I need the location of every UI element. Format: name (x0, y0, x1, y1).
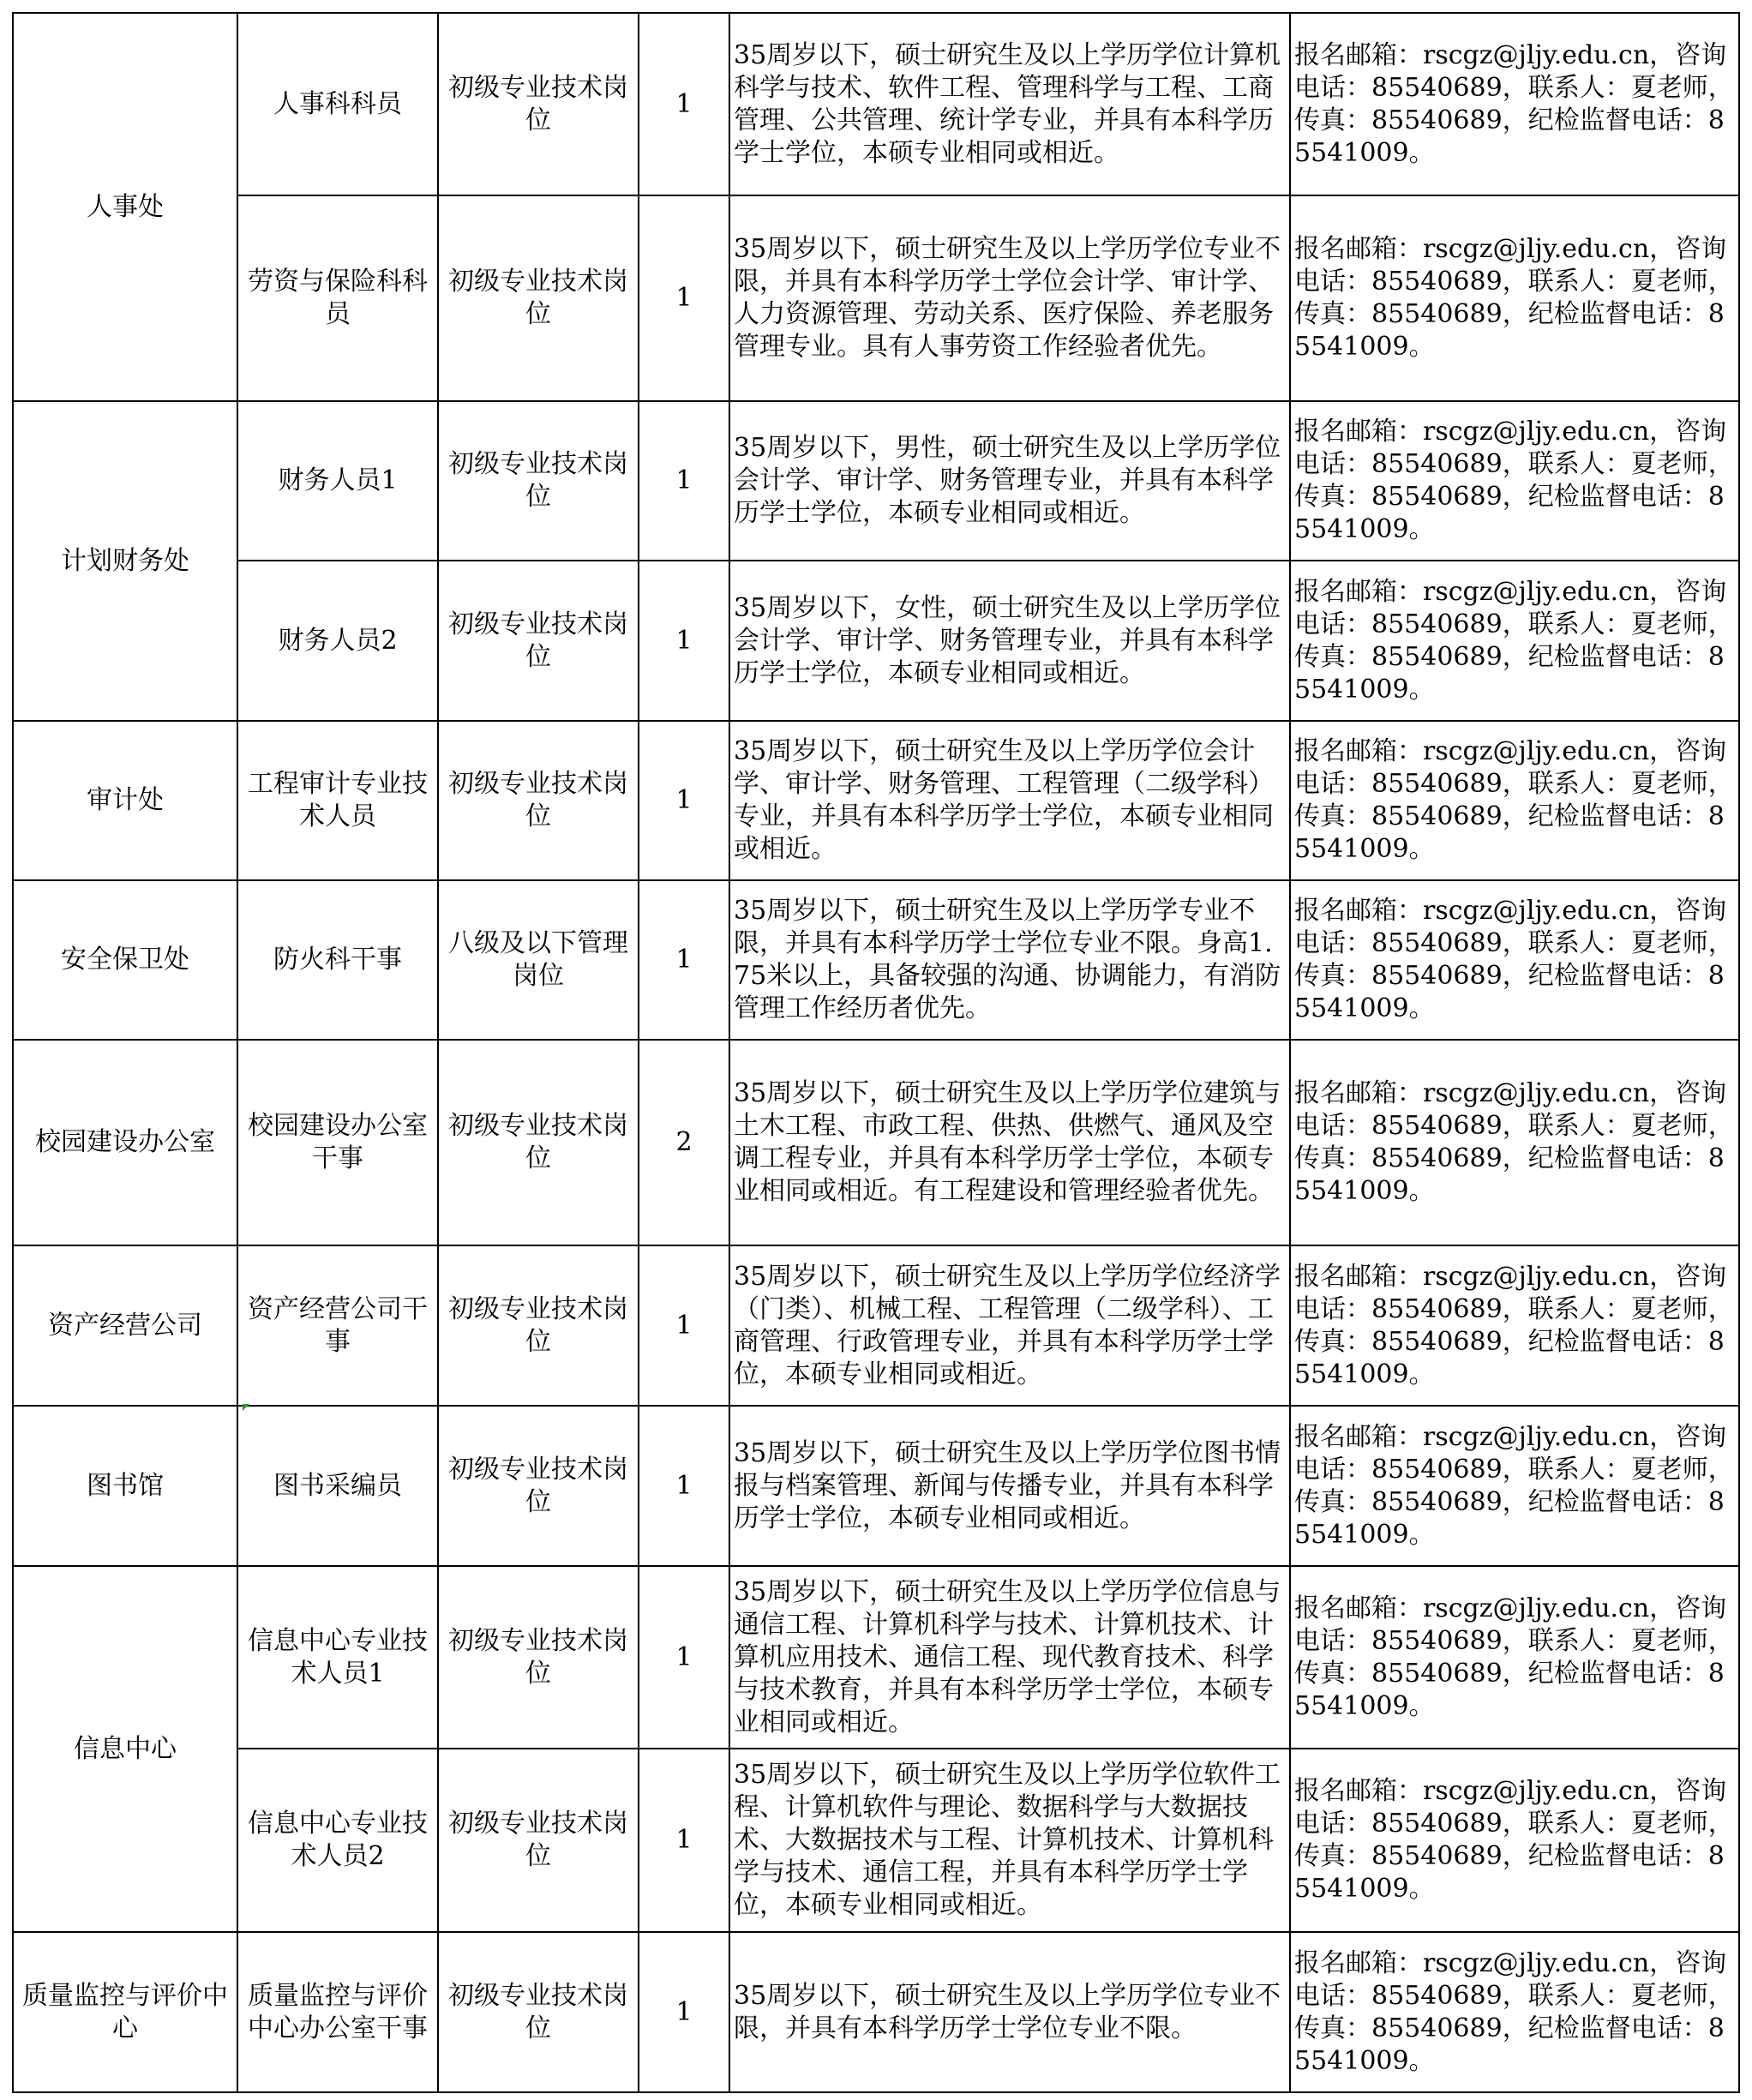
post-type-cell: 初级专业技术岗位 (438, 195, 639, 401)
department-cell: 安全保卫处 (13, 880, 237, 1040)
requirements-cell: 35周岁以下，硕士研究生及以上学历学位图书情报与档案管理、新闻与传播专业，并具有本科学历学士学位，本硕专业相同或相近。 (729, 1406, 1290, 1566)
post-type-cell: 初级专业技术岗位 (438, 1406, 639, 1566)
post-type-cell: 初级专业技术岗位 (438, 721, 639, 880)
requirements-cell: 35周岁以下，硕士研究生及以上学历学位专业不限，并具有本科学历学士学位专业不限。 (729, 1932, 1290, 2092)
position-cell: 工程审计专业技术人员 (237, 721, 438, 880)
contact-cell: 报名邮箱：rscgz@jljy.edu.cn，咨询电话：85540689，联系人：夏老师，传真：85540689，纪检监督电话：85541009。 (1290, 13, 1739, 195)
headcount-cell: 1 (639, 721, 729, 880)
table-row (13, 1040, 1739, 1245)
headcount-cell: 1 (639, 561, 729, 721)
position-cell: 财务人员1 (237, 401, 438, 561)
headcount-cell: 2 (639, 1040, 729, 1245)
post-type-cell: 初级专业技术岗位 (438, 1040, 639, 1245)
cell-comment-marker (243, 1404, 249, 1411)
table-row (13, 1406, 1739, 1566)
recruitment-table (12, 12, 1740, 2093)
requirements-cell: 35周岁以下，硕士研究生及以上学历学位经济学（门类）、机械工程、工程管理（二级学科）、工商管理、行政管理专业，并具有本科学历学士学位，本硕专业相同或相近。 (729, 1245, 1290, 1406)
contact-cell: 报名邮箱：rscgz@jljy.edu.cn，咨询电话：85540689，联系人：夏老师，传真：85540689，纪检监督电话：85541009。 (1290, 721, 1739, 880)
table-row (13, 13, 1739, 195)
contact-cell: 报名邮箱：rscgz@jljy.edu.cn，咨询电话：85540689，联系人：夏老师，传真：85540689，纪检监督电话：85541009。 (1290, 561, 1739, 721)
headcount-cell: 1 (639, 1932, 729, 2092)
position-cell: 劳资与保险科科员 (237, 195, 438, 401)
department-cell: 图书馆 (13, 1406, 237, 1566)
requirements-cell: 35周岁以下，硕士研究生及以上学历学位软件工程、计算机软件与理论、数据科学与大数据技术、大数据技术与工程、计算机技术、计算机科学与技术、通信工程，并具有本科学历学士学位，本硕专业相同或相近。 (729, 1749, 1290, 1932)
position-cell: 信息中心专业技术人员1 (237, 1566, 438, 1749)
requirements-cell: 35周岁以下，硕士研究生及以上学历学专业不限，并具有本科学历学士学位专业不限。身高1.75米以上，具备较强的沟通、协调能力，有消防管理工作经历者优先。 (729, 880, 1290, 1040)
headcount-cell: 1 (639, 13, 729, 195)
table-row (13, 1749, 1739, 1932)
position-cell: 校园建设办公室干事 (237, 1040, 438, 1245)
contact-cell: 报名邮箱：rscgz@jljy.edu.cn，咨询电话：85540689，联系人：夏老师，传真：85540689，纪检监督电话：85541009。 (1290, 1749, 1739, 1932)
department-cell: 信息中心 (13, 1566, 237, 1932)
position-cell: 资产经营公司干事 (237, 1245, 438, 1406)
post-type-cell: 初级专业技术岗位 (438, 561, 639, 721)
table-row (13, 561, 1739, 721)
requirements-cell: 35周岁以下，硕士研究生及以上学历学位建筑与土木工程、市政工程、供热、供燃气、通风及空调工程专业，并具有本科学历学士学位，本硕专业相同或相近。有工程建设和管理经验者优先。 (729, 1040, 1290, 1245)
contact-cell: 报名邮箱：rscgz@jljy.edu.cn，咨询电话：85540689，联系人：夏老师，传真：85540689，纪检监督电话：85541009。 (1290, 1566, 1739, 1749)
contact-cell: 报名邮箱：rscgz@jljy.edu.cn，咨询电话：85540689，联系人：夏老师，传真：85540689，纪检监督电话：85541009。 (1290, 1040, 1739, 1245)
requirements-cell: 35周岁以下，硕士研究生及以上学历学位会计学、审计学、财务管理、工程管理（二级学科）专业，并具有本科学历学士学位，本硕专业相同或相近。 (729, 721, 1290, 880)
headcount-cell: 1 (639, 1749, 729, 1932)
post-type-cell: 初级专业技术岗位 (438, 1932, 639, 2092)
requirements-cell: 35周岁以下，硕士研究生及以上学历学位计算机科学与技术、软件工程、管理科学与工程、工商管理、公共管理、统计学专业，并具有本科学历学士学位，本硕专业相同或相近。 (729, 13, 1290, 195)
table-row (13, 195, 1739, 401)
department-cell: 校园建设办公室 (13, 1040, 237, 1245)
contact-cell: 报名邮箱：rscgz@jljy.edu.cn，咨询电话：85540689，联系人：夏老师，传真：85540689，纪检监督电话：85541009。 (1290, 1406, 1739, 1566)
post-type-cell: 八级及以下管理岗位 (438, 880, 639, 1040)
headcount-cell: 1 (639, 1566, 729, 1749)
post-type-cell: 初级专业技术岗位 (438, 401, 639, 561)
post-type-cell: 初级专业技术岗位 (438, 1749, 639, 1932)
headcount-cell: 1 (639, 195, 729, 401)
table-row (13, 1245, 1739, 1406)
table-row (13, 880, 1739, 1040)
table-row (13, 1932, 1739, 2092)
contact-cell: 报名邮箱：rscgz@jljy.edu.cn，咨询电话：85540689，联系人：夏老师，传真：85540689，纪检监督电话：85541009。 (1290, 401, 1739, 561)
headcount-cell: 1 (639, 880, 729, 1040)
position-cell: 财务人员2 (237, 561, 438, 721)
headcount-cell: 1 (639, 1406, 729, 1566)
table-row (13, 1566, 1739, 1749)
position-cell: 图书采编员 (237, 1406, 438, 1566)
headcount-cell: 1 (639, 401, 729, 561)
post-type-cell: 初级专业技术岗位 (438, 13, 639, 195)
department-cell: 审计处 (13, 721, 237, 880)
table-row (13, 721, 1739, 880)
department-cell: 人事处 (13, 13, 237, 401)
requirements-cell: 35周岁以下，硕士研究生及以上学历学位信息与通信工程、计算机科学与技术、计算机技术、计算机应用技术、通信工程、现代教育技术、科学与技术教育，并具有本科学历学士学位，本硕专业相同或相近。 (729, 1566, 1290, 1749)
headcount-cell: 1 (639, 1245, 729, 1406)
post-type-cell: 初级专业技术岗位 (438, 1566, 639, 1749)
contact-cell: 报名邮箱：rscgz@jljy.edu.cn，咨询电话：85540689，联系人：夏老师，传真：85540689，纪检监督电话：85541009。 (1290, 1245, 1739, 1406)
post-type-cell: 初级专业技术岗位 (438, 1245, 639, 1406)
table-row (13, 401, 1739, 561)
requirements-cell: 35周岁以下，男性，硕士研究生及以上学历学位会计学、审计学、财务管理专业，并具有本科学历学士学位，本硕专业相同或相近。 (729, 401, 1290, 561)
contact-cell: 报名邮箱：rscgz@jljy.edu.cn，咨询电话：85540689，联系人：夏老师，传真：85540689，纪检监督电话：85541009。 (1290, 1932, 1739, 2092)
department-cell: 质量监控与评价中心 (13, 1932, 237, 2092)
contact-cell: 报名邮箱：rscgz@jljy.edu.cn，咨询电话：85540689，联系人：夏老师，传真：85540689，纪检监督电话：85541009。 (1290, 880, 1739, 1040)
position-cell: 质量监控与评价中心办公室干事 (237, 1932, 438, 2092)
contact-cell: 报名邮箱：rscgz@jljy.edu.cn，咨询电话：85540689，联系人：夏老师，传真：85540689，纪检监督电话：85541009。 (1290, 195, 1739, 401)
position-cell: 防火科干事 (237, 880, 438, 1040)
department-cell: 资产经营公司 (13, 1245, 237, 1406)
requirements-cell: 35周岁以下，硕士研究生及以上学历学位专业不限，并具有本科学历学士学位会计学、审计学、人力资源管理、劳动关系、医疗保险、养老服务管理专业。具有人事劳资工作经验者优先。 (729, 195, 1290, 401)
position-cell: 人事科科员 (237, 13, 438, 195)
position-cell: 信息中心专业技术人员2 (237, 1749, 438, 1932)
requirements-cell: 35周岁以下，女性，硕士研究生及以上学历学位会计学、审计学、财务管理专业，并具有本科学历学士学位，本硕专业相同或相近。 (729, 561, 1290, 721)
department-cell: 计划财务处 (13, 401, 237, 721)
